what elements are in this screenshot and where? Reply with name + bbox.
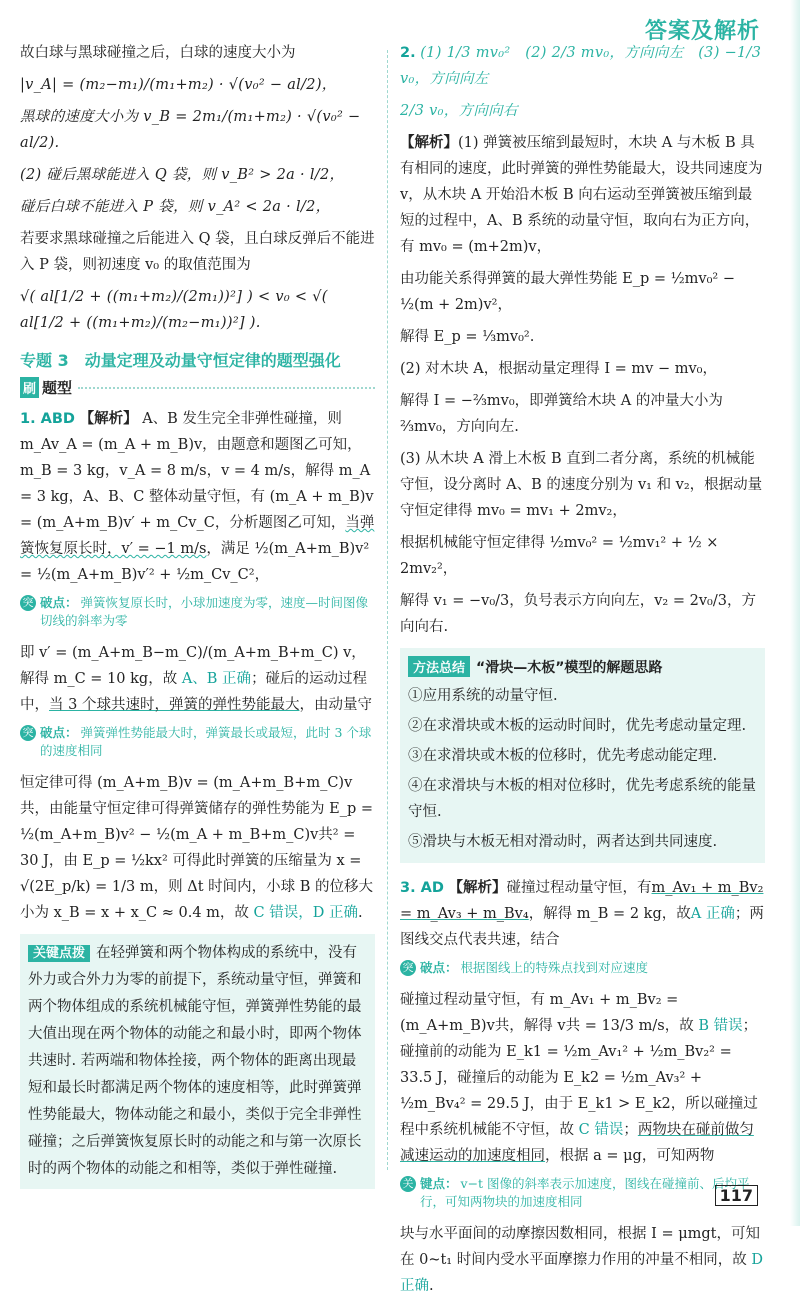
tip-1-text: 弹簧恢复原长时，小球加速度为零，速度—时间图像切线的斜率为零 <box>40 595 369 628</box>
q1-text-a: A、B 发生完全非弹性碰撞，则 m_Av_A = (m_A + m_B)v，由题意和题图乙可知，m_B = 3 kg，v_A = 8 m/s，v = 4 m/s，解得 m_A = 3 kg，A、B、C 整体动量守恒，有 (m_A + m_B)v = (m_A+m_B)v′ + m_Cv_C，分析题图乙可知， <box>20 411 374 531</box>
key-point-label: 关键点拨 <box>28 945 90 962</box>
q3-underline-2: 两物块在碰前做匀减速运动的加速度相同 <box>400 1122 754 1164</box>
question-3 <box>400 875 765 953</box>
question-2-answers <box>400 40 765 92</box>
question-1-end <box>20 770 375 926</box>
q2-paragraph-8: 解得 v₁ = −v₀/3，负号表示方向向左，v₂ = 2v₀/3，方向向右. <box>400 593 756 635</box>
q2-paragraph-1: (1) 弹簧被压缩到最短时，木块 A 与木板 B 具有相同的速度，此时弹簧的弹性势能最大，设共同速度为 v，从木块 A 开始沿木板 B 向右运动至弹簧被压缩到最短的过程中，A、B 系统的动量守恒，取向右为正方向，有 mv₀ = (m+2m)v， <box>400 135 763 255</box>
q2-answers: (1) 1/3 mv₀² (2) 2/3 mv₀，方向向左 (3) −1/3 v₀，方向向左 <box>400 45 762 87</box>
q2-paragraph-2: 由功能关系得弹簧的最大弹性势能 E_p = ½mv₀² − ½(m + 2m)v²， <box>400 271 735 313</box>
analysis-label: 【解析】 <box>448 879 507 896</box>
q2-paragraph-3: 解得 E_p = ⅓mv₀². <box>400 329 535 345</box>
q1-correct-ab: A、B 正确 <box>181 671 252 687</box>
tip-1-label: 破点： <box>40 595 78 610</box>
q1-text-d: ；碰后的运动过程中， <box>20 671 368 713</box>
q2-paragraph-4: (2) 对木块 A，根据动量定理得 I = mv − mv₀， <box>400 361 717 377</box>
q1-result-cd: C 错误，D 正确 <box>253 905 358 921</box>
header-title: 答案及解析 <box>644 19 760 44</box>
method-item: ④在求滑块与木板的相对位移时，优先考虑系统的能量守恒. <box>408 778 756 820</box>
key-point-box <box>20 934 375 1189</box>
tag-row <box>20 377 375 398</box>
tag-text: 题型 <box>42 379 73 397</box>
q3-text-b: ，解得 m_B = 2 kg，故 <box>528 906 691 922</box>
tip-3-label: 破点： <box>420 960 458 975</box>
left-formula-2: √( al[1/2 + ((m₁+m₂)/(2m₁))²] ) < v₀ < √( al[1/2 + ((m₁+m₂)/(m₂−m₁))²] ). <box>20 289 328 331</box>
right-column <box>400 40 765 1305</box>
q1-text-b: ，满足 ½(m_A+m_B)v² = ½(m_A+m_B)v′² + ½m_Cv_C²， <box>20 541 370 583</box>
question-1-number: 1. ABD <box>20 411 75 427</box>
method-summary-title: “滑块—木板”模型的解题思路 <box>476 659 663 676</box>
method-summary-label: 方法总结 <box>408 656 470 677</box>
tip-2-label: 破点： <box>40 725 78 740</box>
left-paragraph-2: 黑球的速度大小为 v_B = 2m₁/(m₁+m₂) · √(v₀² − al/2). <box>20 109 361 151</box>
column-divider <box>387 50 388 1170</box>
tip-4 <box>400 1175 765 1211</box>
method-summary-head <box>408 656 757 677</box>
question-3-cont <box>400 987 765 1169</box>
left-paragraph-5: 若要求黑球碰撞之后能进入 Q 袋，且白球反弹后不能进入 P 袋，则初速度 v₀ 的取值范围为 <box>20 231 375 273</box>
q3-text-d: 碰撞过程动量守恒，有 m_Av₁ + m_Bv₂ = (m_A+m_B)v共，解得 v共 = 13/3 m/s，故 <box>400 992 694 1034</box>
method-item: ①应用系统的动量守恒. <box>408 688 558 704</box>
tip-2 <box>20 724 375 760</box>
tip-2-text: 弹簧弹性势能最大时，弹簧最长或最短，此时 3 个球的速度相同 <box>40 725 372 758</box>
q1-text-e: ，由动量守 <box>299 697 372 713</box>
tip-4-label: 键点： <box>420 1176 458 1191</box>
left-column <box>20 40 375 1189</box>
q1-underline-2: 当 3 个球共速时，弹簧的弹性势能最大 <box>49 697 300 713</box>
q3-underline-1: m_Av₁ + m_Bv₂ = m_Av₃ + m_Bv₄ <box>400 880 764 922</box>
break-point-icon: 突 <box>20 725 36 741</box>
section-title: 专题 3 动量定理及动量守恒定律的题型强化 <box>20 351 341 370</box>
left-paragraph-3: (2) 碰后黑球能进入 Q 袋，则 v_B² > 2a · l/2， <box>20 167 345 183</box>
key-point-icon: 关 <box>400 1176 416 1192</box>
q2-paragraph-6: (3) 从木块 A 滑上木板 B 直到二者分离，系统的机械能守恒，设分离时 A、B 的速度分别为 v₁ 和 v₂，根据动量守恒定律得 mv₀ = mv₁ + 2mv₂， <box>400 451 763 519</box>
q3-text-g: ，根据 a = μg，可知两物 <box>545 1148 715 1164</box>
left-paragraph-1: 故白球与黑球碰撞之后，白球的速度大小为 <box>20 45 296 61</box>
method-item: ③在求滑块或木板的位移时，优先考虑动能定理. <box>408 748 718 764</box>
break-point-icon: 突 <box>20 595 36 611</box>
q1-end-period: . <box>357 905 363 921</box>
left-formula-1: |v_A| = (m₂−m₁)/(m₁+m₂) · √(v₀² − al/2)， <box>20 77 337 93</box>
q1-text-f: 恒定律可得 (m_A+m_B)v = (m_A+m_B+m_C)v共，由能量守恒定律可得弹簧储存的弹性势能为 E_p = ½(m_A+m_B)v² − ½(m_A + m_B+m_C)v共² = 30 J，由 E_p = ½kx² 可得此时弹簧的压缩量为 x = √(2E_p/k) = 1/3 m，则 Δt 时间内，小球 B 的位移大小为 x_B = x + x_C ≈ 0.4 m，故 <box>20 775 374 921</box>
question-2-number: 2. <box>400 45 416 61</box>
dotted-rule <box>78 387 375 389</box>
q1-underline-1: 当弹簧恢复原长时，v′ = −1 m/s <box>20 515 375 557</box>
tip-3-text: 根据图线上的特殊点找到对应速度 <box>460 960 649 975</box>
analysis-label: 【解析】 <box>79 410 138 427</box>
q3-text-f: ； <box>623 1122 638 1138</box>
method-item: ⑤滑块与木板无相对滑动时，两者达到共同速度. <box>408 834 718 850</box>
brush-tag-icon: 刷 <box>20 377 39 398</box>
q1-text-c: 即 v′ = (m_A+m_B−m_C)/(m_A+m_B+m_C) v，解得 m_C = 10 kg，故 <box>20 645 366 687</box>
question-3-end <box>400 1221 765 1299</box>
analysis-label: 【解析】 <box>400 134 458 151</box>
q3-text-a: 碰撞过程动量守恒，有 <box>506 880 652 896</box>
method-item: ②在求滑块或木板的运动时间时，优先考虑动量定理. <box>408 718 747 734</box>
question-1-cont <box>20 640 375 718</box>
q3-text-h: 块与水平面间的动摩擦因数相同，根据 I = μmgt，可知在 0~t₁ 时间内受水平面摩擦力作用的冲量不相同，故 <box>400 1226 760 1268</box>
page-edge-bar <box>790 0 800 1226</box>
q3-text-e: ；碰撞前的动能为 E_k1 = ½m_Av₁² + ½m_Bv₂² = 33.5 J，碰撞后的动能为 E_k2 = ½m_Av₃² + ½m_Bv₄² = 29.5 J，由于 E_k1 > E_k2，所以碰撞过程中系统机械能不守恒，故 <box>400 1018 758 1138</box>
key-point-text: 在轻弹簧和两个物体构成的系统中，没有外力或合外力为零的前提下，系统动量守恒，弹簧和两个物体组成的系统机械能守恒，弹簧弹性势能的最大值出现在两个物体的动能之和最小时，即两个物体共速时. 若两端和物体拴接，两个物体的距离出现最短和最长时都满足两个物体的速度相等，此时弹簧弹性势能最大，物体动能之和最小，类似于完全非弹性碰撞；之后弹簧恢复原长时的动能之和与第一次原长时的两个物体的动能之和相等，类似于弹性碰撞. <box>28 945 362 1177</box>
question-1 <box>20 406 375 588</box>
q3-correct-a: A 正确 <box>690 906 735 922</box>
q3-end-period: . <box>429 1278 434 1294</box>
q3-text-c: ；两图线交点代表共速，结合 <box>400 906 764 948</box>
q3-correct-d: D 正确 <box>400 1252 763 1294</box>
q2-paragraph-7: 根据机械能守恒定律得 ½mv₀² = ½mv₁² + ½ × 2mv₂²， <box>400 535 719 577</box>
q2-answers-cont: 2/3 v₀，方向向右 <box>400 103 518 119</box>
q3-wrong-c: C 错误 <box>578 1122 624 1138</box>
q3-wrong-b: B 错误 <box>698 1018 743 1034</box>
tip-4-text: v−t 图像的斜率表示加速度，图线在碰撞前、后均平行，可知两物块的加速度相同 <box>420 1176 750 1209</box>
q2-paragraph-5: 解得 I = −⅔mv₀，即弹簧给木块 A 的冲量大小为 ⅔mv₀，方向向左. <box>400 393 723 435</box>
question-3-number: 3. AD <box>400 880 444 896</box>
page-number: 117 <box>715 1185 758 1206</box>
break-point-icon: 突 <box>400 960 416 976</box>
left-paragraph-4: 碰后白球不能进入 P 袋，则 v_A² < 2a · l/2， <box>20 199 331 215</box>
q2-analysis <box>400 130 765 260</box>
tip-3 <box>400 959 765 977</box>
tip-1 <box>20 594 375 630</box>
method-summary-box <box>400 648 765 863</box>
